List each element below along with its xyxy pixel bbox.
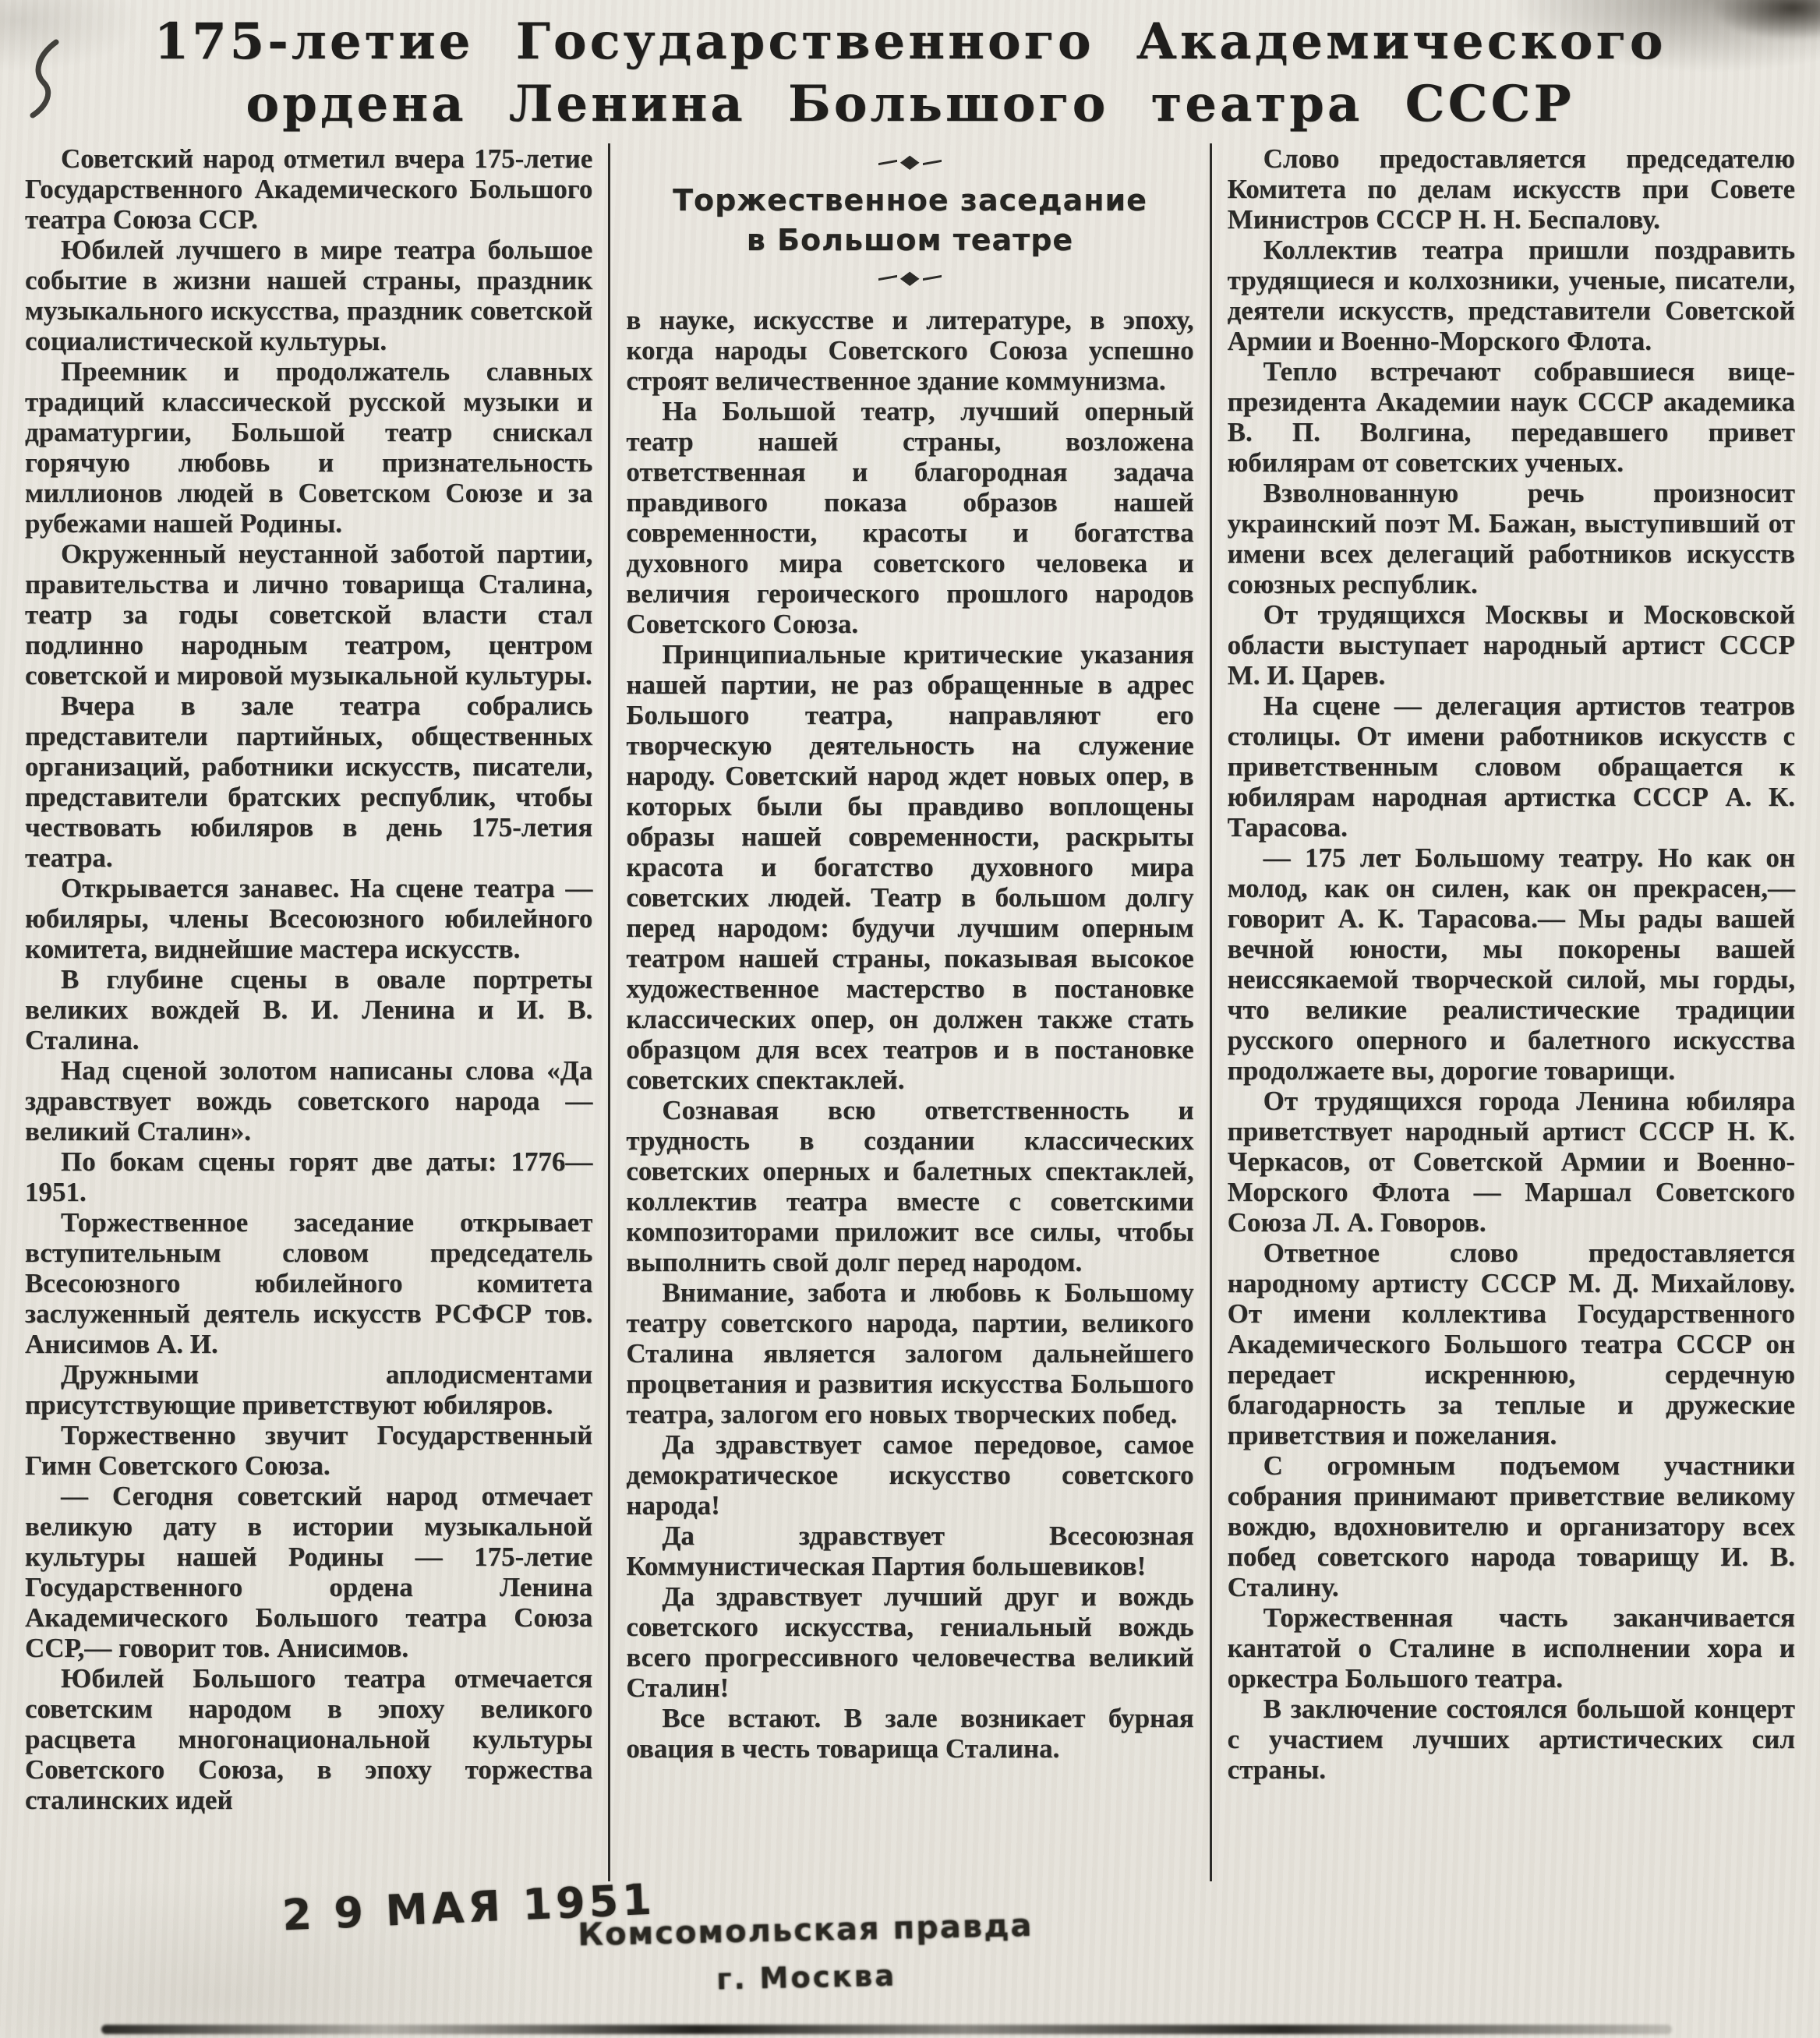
paragraph: От трудящихся Москвы и Московской области выступает народный артист СССР М. И. Царев. — [1227, 599, 1795, 691]
ornament-line — [923, 275, 942, 281]
bottom-edge-smudge — [101, 2025, 1672, 2034]
paragraph: Слово предоставляется председателю Комитета по делам искусств при Совете Министров СССР Н. Н. Беспалову. — [1227, 143, 1795, 235]
paragraph: Дружными аплодисментами присутствующие приветствуют юбиляров. — [25, 1359, 593, 1420]
paragraph: Торжественное заседание открывает вступительным словом председатель Всесоюзного юбилейного комитета заслуженный деятель искусств РСФСР тов. Анисимов А. И. — [25, 1207, 593, 1359]
headline-line2: ордена Ленина Большого театра СССР — [246, 75, 1574, 133]
ornament-line — [923, 159, 942, 164]
paragraph: Торжественно звучит Государственный Гимн Советского Союза. — [25, 1420, 593, 1481]
paragraph: Сознавая всю ответственность и трудность в создании классических советских оперных и балетных спектаклей, коллектив театра вместе с советскими композиторами приложит все силы, чтобы выполнить свой долг перед народом. — [626, 1094, 1194, 1277]
paragraph: Над сценой золотом написаны слова «Да здравствует вождь советского народа — великий Сталин». — [25, 1055, 593, 1146]
paragraph: — 175 лет Большому театру. Но как он молод, как он силен, как он прекрасен,— говорит А. К. Тарасова.— Мы рады вашей вечной юности, мы покорены вашей неиссякаемой творческой силой, мы горды, что великие реалистические традиции русского оперного и балетного искусства продолжаете вы, дорогие товарищи. — [1227, 842, 1795, 1086]
paragraph: Советский народ отметил вчера 175-летие Государственного Академического Большого театра Союза ССР. — [25, 143, 593, 235]
diamond-icon: ◆ — [900, 152, 920, 172]
paragraph: В глубине сцены в овале портреты великих вождей В. И. Ленина и И. В. Сталина. — [25, 964, 593, 1055]
newspaper-stamp-title: Комсомольская правда — [577, 1907, 1034, 1954]
paragraph: Коллектив театра пришли поздравить трудящиеся и колхозники, ученые, писатели, деятели искусств, представители Советской Армии и Военно-Морского Флота. — [1227, 235, 1795, 356]
paragraph: Все встают. В зале возникает бурная овация в честь товарища Сталина. — [626, 1702, 1194, 1764]
paragraph: Юбилей лучшего в мире театра большое событие в жизни нашей страны, праздник музыкального искусства, праздник советской социалистической культуры. — [25, 235, 593, 356]
subhead-line1: Торжественное заседание — [673, 183, 1147, 217]
column-center-body — [626, 305, 1193, 1764]
column-right — [1212, 143, 1811, 1881]
headline — [9, 11, 1811, 136]
paragraph: Взволнованную речь произносит украинский поэт М. Бажан, выступивший от имени всех делегаций работников искусств союзных республик. — [1227, 478, 1795, 599]
column-center — [608, 143, 1211, 1881]
paragraph: По бокам сцены горят две даты: 1776—1951. — [25, 1146, 593, 1207]
paragraph: Преемник и продолжатель славных традиций классической русской музыки и драматургии, Большой театр снискал горячую любовь и признательность миллионов людей в Советском Союзе и за рубежами нашей Родины. — [25, 356, 593, 539]
section-subhead — [626, 181, 1193, 261]
headline-line1: 175-летие Государственного Академического — [154, 12, 1666, 71]
paragraph: На сцене — делегация артистов театров столицы. От имени работников искусств с приветственным словом обращается к юбилярам народная артистка СССР А. К. Тарасова. — [1227, 691, 1795, 842]
newspaper-stamp-city: г. Москва — [716, 1959, 897, 1997]
newspaper-stamp — [578, 1908, 1034, 1999]
paragraph: Торжественная часть заканчивается кантатой о Сталине в исполнении хора и оркестра Большого театра. — [1227, 1602, 1795, 1694]
paragraph: Да здравствует лучший друг и вождь советского искусства, гениальный вождь всего прогрессивного человечества великий Сталин! — [626, 1581, 1194, 1703]
subhead-line2: в Большом театре — [746, 223, 1074, 258]
paragraph: Внимание, забота и любовь к Большому театру советского народа, партии, великого Сталина является залогом дальнейшего процветания и развития искусства Большого театра, залогом его новых творческих побед. — [626, 1277, 1194, 1429]
paragraph: Ответное слово предоставляется народному артисту СССР М. Д. Михайлову. От имени коллектива Государственного Академического Большого театра СССР он передает искреннюю, сердечную благодарность за теплые и дружеские приветствия и пожелания. — [1227, 1238, 1795, 1450]
paragraph: Открывается занавес. На сцене театра — юбиляры, члены Всесоюзного юбилейного комитета, виднейшие мастера искусств. — [25, 873, 593, 964]
paragraph: Вчера в зале театра собрались представители партийных, общественных организаций, работники искусств, писатели, представители братских республик, чтобы чествовать юбиляров в день 175-летия театра. — [25, 691, 593, 873]
paragraph: Юбилей Большого театра отмечается советским народом в эпоху великого расцвета многонациональной культуры Советского Союза, в эпоху торжества сталинских идей — [25, 1663, 593, 1815]
article-columns — [9, 143, 1811, 1881]
paragraph: Окруженный неустанной заботой партии, правительства и лично товарища Сталина, театр за годы советской власти стал подлинно народным театром, центром советской и мировой музыкальной культуры. — [25, 539, 593, 691]
subhead-block — [626, 143, 1193, 305]
paragraph: в науке, искусстве и литературе, в эпоху, когда народы Советского Союза успешно строят величественное здание коммунизма. — [626, 304, 1194, 396]
paragraph: С огромным подъемом участники собрания принимают приветствие великому вождю, вдохновителю и организатору всех побед советского народа товарищу И. В. Сталину. — [1227, 1450, 1795, 1602]
paragraph: Принципиальные критические указания нашей партии, не раз обращенные в адрес Большого театра, направляют его творческую деятельность на служение народу. Советский народ ждет новых опер, в которых были бы правдиво воплощены образы нашей современности, раскрыты красота и богатство духовного мира советских людей. Театр в большом долгу перед народом: будучи лучшим оперным театром нашей страны, показывая высокое художественное мастерство в постановке классических опер, он должен также стать образцом для всех театров и в постановке советских спектаклей. — [626, 638, 1194, 1095]
paragraph: Тепло встречают собравшиеся вице-президента Академии наук СССР академика В. П. Волгина, передавшего привет юбилярам от советских ученых. — [1227, 356, 1795, 478]
diamond-ornament-top — [626, 153, 1193, 171]
paragraph: Да здравствует Всесоюзная Коммунистическая Партия большевиков! — [626, 1520, 1194, 1581]
handwritten-pen-mark — [20, 37, 78, 125]
diamond-ornament-bottom — [626, 269, 1193, 288]
paragraph: На Большой театр, лучший оперный театр нашей страны, возложена ответственная и благородная задача правдивого показа образов нашей современности, красоты и богатства духовного мира советского человека и величия героического прошлого народов Советского Союза. — [626, 395, 1194, 639]
paragraph: Да здравствует самое передовое, самое демократическое искусство советского народа! — [626, 1429, 1194, 1521]
torn-corner-smudge — [1711, 0, 1820, 41]
ornament-line — [878, 159, 897, 164]
paragraph: От трудящихся города Ленина юбиляра приветствует народный артист СССР Н. К. Черкасов, от Советской Армии и Военно-Морского Флота — Маршал Советского Союза Л. А. Говоров. — [1227, 1086, 1795, 1238]
diamond-icon: ◆ — [900, 267, 920, 288]
date-stamp: 2 9 МАЯ 1951 — [281, 1874, 657, 1941]
paragraph: В заключение состоялся большой концерт с участием лучших артистических сил страны. — [1227, 1694, 1795, 1785]
stamps-area — [0, 1874, 1820, 2038]
ornament-line — [878, 275, 897, 281]
column-left — [9, 143, 608, 1881]
paragraph: — Сегодня советский народ отмечает великую дату в истории музыкальной культуры нашей Родины — 175-летие Государственного ордена Ленина Академического Большого театра Союза ССР,— говорит тов. Анисимов. — [25, 1481, 593, 1663]
